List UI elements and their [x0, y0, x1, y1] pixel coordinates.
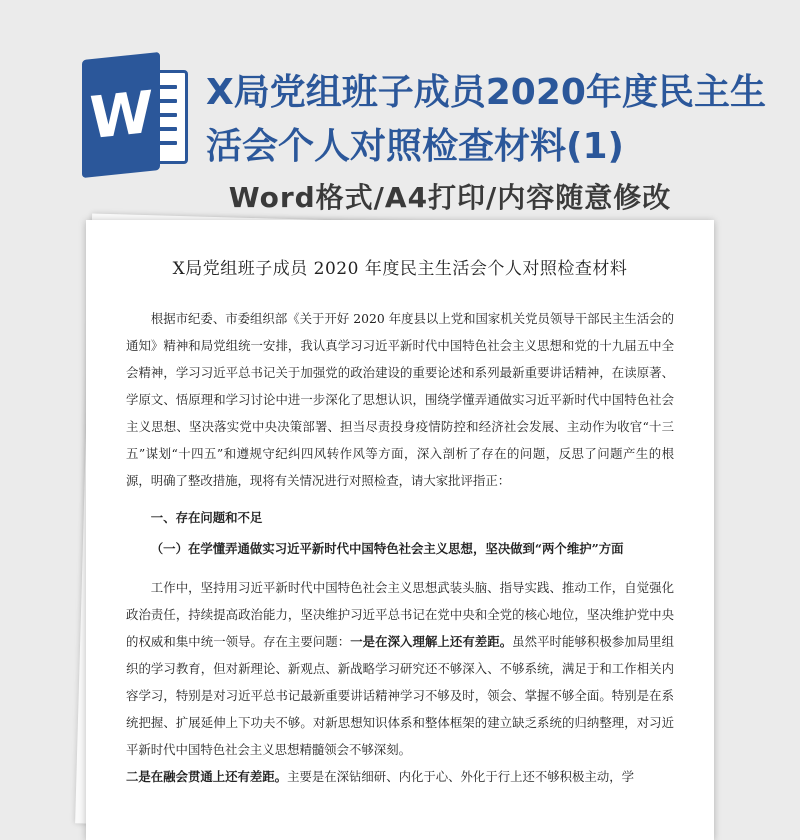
bold-point-one: 一是在深入理解上还有差距。: [350, 634, 513, 649]
word-app-icon: [82, 56, 192, 176]
document-page: [86, 220, 714, 840]
document-title: X局党组班子成员 2020 年度民主生活会个人对照检查材料: [172, 259, 628, 279]
body-text-b: 虽然平时能够积极参加局里组织的学习教育，但对新理论、新观点、新战略学习研究还不够深入、不够系统，满足于和工作相关内容学习，特别是对习近平总书记最新重要讲话精神学习不够及时，领会、掌握不够全面。特别是在系统把握、扩展延伸上下功夫不够。对新思想知识体系和整体框架的建立缺乏系统的归纳整理，对习近平新时代中国特色社会主义思想精髓领会不够深刻。: [126, 634, 675, 757]
body-text-c: 主要是在深钻细研、内化于心、外化于行上还不够积极主动，学: [287, 769, 635, 784]
page-title: X局党组班子成员2020年度民主生活会个人对照检查材料(1): [206, 72, 766, 167]
word-letter-icon: W: [82, 52, 160, 178]
bold-point-two: 二是在融会贯通上还有差距。: [126, 769, 288, 784]
page-subtitle: Word格式/A4打印/内容随意修改: [228, 181, 672, 214]
subsection-heading: （一）在学懂弄通做实习近平新时代中国特色社会主义思想，坚决做到“两个维护”方面: [150, 541, 624, 556]
body-paragraph: [126, 574, 674, 790]
section-heading: 一、存在问题和不足: [150, 510, 263, 525]
intro-paragraph: 根据市纪委、市委组织部《关于开好 2020 年度县以上党和国家机关党员领导干部民主生活会的通知》精神和局党组统一安排，我认真学习习近平新时代中国特色社会主义思想和党的十九届五中全会精神，学习习近平总书记关于加强党的政治建设的重要论述和系列最新重要讲话精神，在读原著、学原文、悟原理和学习讨论中进一步深化了思想认识，围绕学懂弄通做实习近平新时代中国特色社会主义思想、坚决落实党中央决策部署、担当尽责投身疫情防控和经济社会发展、主动作为收官“十三五”谋划“十四五”和遵规守纪纠四风转作风等方面，深入剖析了存在的问题，反思了问题产生的根源，明确了整改措施，现将有关情况进行对照检查，请大家批评指正：: [126, 311, 674, 488]
body-text-a: 工作中，坚持用习近平新时代中国特色社会主义思想武装头脑、指导实践、推动工作，自觉强化政治责任，持续提高政治能力，坚决维护习近平总书记在党中央和全党的核心地位，坚决维护党中央的权威和集中统一领导。存在主要问题：: [126, 580, 674, 649]
